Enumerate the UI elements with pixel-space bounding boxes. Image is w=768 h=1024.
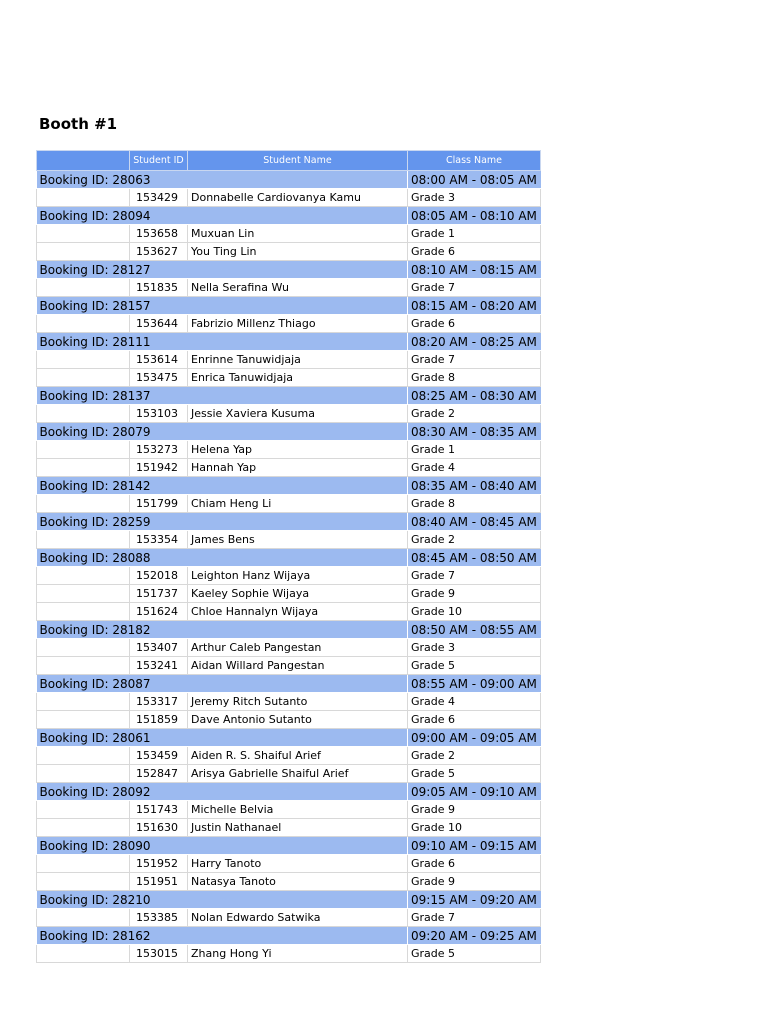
- header-student-id: Student ID: [130, 151, 188, 171]
- student-row: [37, 369, 541, 387]
- booking-row: [37, 423, 541, 441]
- student-id: 153644: [130, 315, 188, 333]
- class-name: Grade 2: [408, 405, 541, 423]
- blank-cell: [37, 351, 130, 369]
- booking-time-slot: 09:15 AM - 09:20 AM: [408, 891, 541, 909]
- table-body: [37, 171, 541, 963]
- student-name: Muxuan Lin: [188, 225, 408, 243]
- booking-row: [37, 387, 541, 405]
- booking-time-slot: 08:25 AM - 08:30 AM: [408, 387, 541, 405]
- student-id: 153614: [130, 351, 188, 369]
- student-row: [37, 459, 541, 477]
- blank-cell: [37, 567, 130, 585]
- student-name: Justin Nathanael: [188, 819, 408, 837]
- student-id: 151737: [130, 585, 188, 603]
- blank-cell: [37, 765, 130, 783]
- student-id: 153459: [130, 747, 188, 765]
- student-row: [37, 693, 541, 711]
- student-id: 151952: [130, 855, 188, 873]
- student-id: 151799: [130, 495, 188, 513]
- student-row: [37, 189, 541, 207]
- booking-id: Booking ID: 28210: [37, 891, 408, 909]
- class-name: Grade 1: [408, 225, 541, 243]
- class-name: Grade 6: [408, 855, 541, 873]
- booking-row: [37, 297, 541, 315]
- header-student-name: Student Name: [188, 151, 408, 171]
- booking-row: [37, 783, 541, 801]
- student-row: [37, 495, 541, 513]
- booking-id: Booking ID: 28111: [37, 333, 408, 351]
- student-name: Arisya Gabrielle Shaiful Arief: [188, 765, 408, 783]
- booking-row: [37, 261, 541, 279]
- booking-id: Booking ID: 28090: [37, 837, 408, 855]
- class-name: Grade 1: [408, 441, 541, 459]
- blank-cell: [37, 909, 130, 927]
- student-name: Nella Serafina Wu: [188, 279, 408, 297]
- booking-id: Booking ID: 28137: [37, 387, 408, 405]
- student-name: You Ting Lin: [188, 243, 408, 261]
- student-row: [37, 639, 541, 657]
- student-name: Donnabelle Cardiovanya Kamu: [188, 189, 408, 207]
- student-id: 153241: [130, 657, 188, 675]
- student-id: 153273: [130, 441, 188, 459]
- blank-cell: [37, 459, 130, 477]
- booking-id: Booking ID: 28094: [37, 207, 408, 225]
- blank-cell: [37, 693, 130, 711]
- class-name: Grade 4: [408, 693, 541, 711]
- booking-id: Booking ID: 28162: [37, 927, 408, 945]
- class-name: Grade 7: [408, 279, 541, 297]
- student-row: [37, 765, 541, 783]
- booking-row: [37, 207, 541, 225]
- table-header-row: [37, 151, 541, 171]
- booking-schedule-table: [36, 150, 541, 963]
- student-row: [37, 855, 541, 873]
- student-id: 153407: [130, 639, 188, 657]
- booking-row: [37, 549, 541, 567]
- student-row: [37, 909, 541, 927]
- student-id: 151835: [130, 279, 188, 297]
- student-row: [37, 225, 541, 243]
- booking-row: [37, 729, 541, 747]
- student-name: Hannah Yap: [188, 459, 408, 477]
- student-id: 151951: [130, 873, 188, 891]
- booking-time-slot: 09:10 AM - 09:15 AM: [408, 837, 541, 855]
- student-row: [37, 801, 541, 819]
- student-row: [37, 351, 541, 369]
- student-name: Enrica Tanuwidjaja: [188, 369, 408, 387]
- booking-time-slot: 09:20 AM - 09:25 AM: [408, 927, 541, 945]
- booking-row: [37, 333, 541, 351]
- blank-cell: [37, 747, 130, 765]
- booking-time-slot: 09:00 AM - 09:05 AM: [408, 729, 541, 747]
- page-title: Booth #1: [39, 115, 118, 133]
- booking-time-slot: 08:30 AM - 08:35 AM: [408, 423, 541, 441]
- student-row: [37, 531, 541, 549]
- booking-time-slot: 09:05 AM - 09:10 AM: [408, 783, 541, 801]
- student-name: Chiam Heng Li: [188, 495, 408, 513]
- class-name: Grade 2: [408, 531, 541, 549]
- blank-cell: [37, 225, 130, 243]
- class-name: Grade 9: [408, 585, 541, 603]
- student-name: Kaeley Sophie Wijaya: [188, 585, 408, 603]
- booking-id: Booking ID: 28092: [37, 783, 408, 801]
- blank-cell: [37, 189, 130, 207]
- booking-time-slot: 08:00 AM - 08:05 AM: [408, 171, 541, 189]
- blank-cell: [37, 657, 130, 675]
- student-id: 151630: [130, 819, 188, 837]
- booking-time-slot: 08:10 AM - 08:15 AM: [408, 261, 541, 279]
- booking-id: Booking ID: 28142: [37, 477, 408, 495]
- booking-time-slot: 08:20 AM - 08:25 AM: [408, 333, 541, 351]
- class-name: Grade 7: [408, 567, 541, 585]
- booking-time-slot: 08:05 AM - 08:10 AM: [408, 207, 541, 225]
- student-name: Zhang Hong Yi: [188, 945, 408, 963]
- student-name: Fabrizio Millenz Thiago: [188, 315, 408, 333]
- blank-cell: [37, 873, 130, 891]
- header-class-name: Class Name: [408, 151, 541, 171]
- booking-id: Booking ID: 28061: [37, 729, 408, 747]
- booking-time-slot: 08:35 AM - 08:40 AM: [408, 477, 541, 495]
- student-name: Leighton Hanz Wijaya: [188, 567, 408, 585]
- class-name: Grade 7: [408, 909, 541, 927]
- blank-cell: [37, 585, 130, 603]
- class-name: Grade 5: [408, 657, 541, 675]
- booking-time-slot: 08:55 AM - 09:00 AM: [408, 675, 541, 693]
- blank-cell: [37, 603, 130, 621]
- booking-id: Booking ID: 28079: [37, 423, 408, 441]
- student-row: [37, 603, 541, 621]
- student-row: [37, 657, 541, 675]
- booking-row: [37, 513, 541, 531]
- booking-row: [37, 621, 541, 639]
- student-row: [37, 873, 541, 891]
- blank-cell: [37, 279, 130, 297]
- class-name: Grade 3: [408, 189, 541, 207]
- student-name: Aidan Willard Pangestan: [188, 657, 408, 675]
- student-row: [37, 405, 541, 423]
- student-name: Nolan Edwardo Satwika: [188, 909, 408, 927]
- student-name: Dave Antonio Sutanto: [188, 711, 408, 729]
- student-id: 153385: [130, 909, 188, 927]
- student-name: Chloe Hannalyn Wijaya: [188, 603, 408, 621]
- student-name: Jeremy Ritch Sutanto: [188, 693, 408, 711]
- student-row: [37, 945, 541, 963]
- booking-row: [37, 477, 541, 495]
- student-id: 152847: [130, 765, 188, 783]
- booking-id: Booking ID: 28182: [37, 621, 408, 639]
- class-name: Grade 2: [408, 747, 541, 765]
- booking-row: [37, 675, 541, 693]
- blank-cell: [37, 405, 130, 423]
- student-name: Jessie Xaviera Kusuma: [188, 405, 408, 423]
- student-row: [37, 567, 541, 585]
- student-row: [37, 441, 541, 459]
- student-name: Arthur Caleb Pangestan: [188, 639, 408, 657]
- booking-id: Booking ID: 28127: [37, 261, 408, 279]
- class-name: Grade 9: [408, 873, 541, 891]
- blank-cell: [37, 711, 130, 729]
- student-id: 153354: [130, 531, 188, 549]
- blank-cell: [37, 441, 130, 459]
- student-name: Natasya Tanoto: [188, 873, 408, 891]
- class-name: Grade 5: [408, 765, 541, 783]
- booking-time-slot: 08:40 AM - 08:45 AM: [408, 513, 541, 531]
- blank-cell: [37, 819, 130, 837]
- booking-id: Booking ID: 28259: [37, 513, 408, 531]
- class-name: Grade 9: [408, 801, 541, 819]
- blank-cell: [37, 315, 130, 333]
- student-id: 153317: [130, 693, 188, 711]
- class-name: Grade 6: [408, 315, 541, 333]
- blank-cell: [37, 531, 130, 549]
- student-row: [37, 279, 541, 297]
- student-id: 153103: [130, 405, 188, 423]
- student-name: Harry Tanoto: [188, 855, 408, 873]
- student-id: 151624: [130, 603, 188, 621]
- student-id: 151942: [130, 459, 188, 477]
- blank-cell: [37, 243, 130, 261]
- student-name: Michelle Belvia: [188, 801, 408, 819]
- class-name: Grade 6: [408, 243, 541, 261]
- student-row: [37, 711, 541, 729]
- booking-time-slot: 08:50 AM - 08:55 AM: [408, 621, 541, 639]
- student-name: Helena Yap: [188, 441, 408, 459]
- blank-cell: [37, 369, 130, 387]
- booking-row: [37, 171, 541, 189]
- student-id: 151743: [130, 801, 188, 819]
- booking-row: [37, 927, 541, 945]
- booking-row: [37, 891, 541, 909]
- student-row: [37, 747, 541, 765]
- class-name: Grade 8: [408, 495, 541, 513]
- class-name: Grade 10: [408, 819, 541, 837]
- booking-row: [37, 837, 541, 855]
- student-id: 153658: [130, 225, 188, 243]
- blank-cell: [37, 801, 130, 819]
- class-name: Grade 6: [408, 711, 541, 729]
- class-name: Grade 3: [408, 639, 541, 657]
- student-id: 153475: [130, 369, 188, 387]
- student-row: [37, 315, 541, 333]
- header-booking: [37, 151, 130, 171]
- student-id: 151859: [130, 711, 188, 729]
- class-name: Grade 10: [408, 603, 541, 621]
- booking-id: Booking ID: 28063: [37, 171, 408, 189]
- class-name: Grade 8: [408, 369, 541, 387]
- blank-cell: [37, 945, 130, 963]
- booking-time-slot: 08:15 AM - 08:20 AM: [408, 297, 541, 315]
- blank-cell: [37, 495, 130, 513]
- student-row: [37, 243, 541, 261]
- student-name: James Bens: [188, 531, 408, 549]
- student-name: Enrinne Tanuwidjaja: [188, 351, 408, 369]
- student-id: 153429: [130, 189, 188, 207]
- class-name: Grade 4: [408, 459, 541, 477]
- booking-id: Booking ID: 28157: [37, 297, 408, 315]
- blank-cell: [37, 855, 130, 873]
- booking-time-slot: 08:45 AM - 08:50 AM: [408, 549, 541, 567]
- student-id: 153015: [130, 945, 188, 963]
- student-row: [37, 819, 541, 837]
- class-name: Grade 7: [408, 351, 541, 369]
- booking-id: Booking ID: 28087: [37, 675, 408, 693]
- student-name: Aiden R. S. Shaiful Arief: [188, 747, 408, 765]
- student-id: 152018: [130, 567, 188, 585]
- student-row: [37, 585, 541, 603]
- blank-cell: [37, 639, 130, 657]
- booking-id: Booking ID: 28088: [37, 549, 408, 567]
- class-name: Grade 5: [408, 945, 541, 963]
- student-id: 153627: [130, 243, 188, 261]
